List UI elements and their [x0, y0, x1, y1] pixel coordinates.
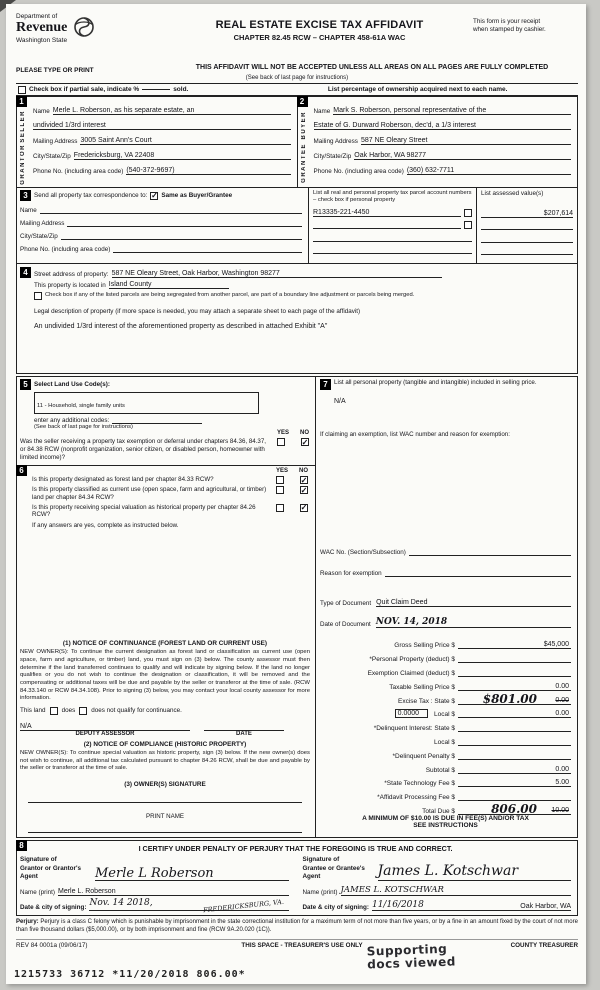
- agency-state: Washington State: [16, 36, 68, 44]
- receipt-note-line1: This form is your receipt: [473, 18, 541, 25]
- grantee-label: GRANTEE: [300, 143, 307, 184]
- legal-description-value[interactable]: An undivided 1/3rd interest of the aforementioned property as described in attached Exhibit "A": [34, 323, 328, 330]
- ownership-note: List percentage of ownership acquired next to each name.: [327, 86, 508, 93]
- personal-property-label: List all personal property (tangible and intangible) included in selling price.: [334, 379, 537, 386]
- buyer-name-label: Name: [313, 108, 331, 115]
- section-7-badge: 7: [320, 379, 331, 390]
- doc-date-label: Date of Document: [320, 620, 371, 628]
- buyer-phone-label: Phone No. (including area code): [313, 168, 404, 175]
- seller-label: SELLER: [20, 109, 26, 143]
- form-header: [16, 10, 578, 56]
- corr-name-field[interactable]: [40, 213, 302, 214]
- corr-csz-field[interactable]: [61, 239, 302, 240]
- grantee-date-city-field[interactable]: [372, 900, 571, 911]
- tech-fee-row: [320, 774, 571, 788]
- assessed-values-box: [477, 188, 577, 263]
- located-in-field[interactable]: Island County: [109, 281, 229, 289]
- section-1-badge: 1: [16, 96, 27, 107]
- buyer-name-field[interactable]: Mark S. Roberson, personal representative of the: [333, 107, 571, 115]
- section-3: [16, 188, 578, 264]
- legal-description-label: Legal description of property (if more space is needed, you may attach a separate sheet to each page of the affidavit): [34, 308, 361, 315]
- section-8-badge: 8: [16, 840, 27, 851]
- corr-name-label: Name: [20, 207, 37, 214]
- local-label: Local $: [434, 711, 455, 719]
- perjury-body: Perjury is a class C felony which is punishable by imprisonment in the state correctional institution for a maximum term of not more than five years, or by a fine in an amount fixed by the court of not more than five thousand dollars ($5,000.00), or by both imprisonment and fine (RCW 9A.20.020 (1C)).: [16, 919, 578, 933]
- local-rate-row: [320, 705, 571, 719]
- grantor-city-value: FREDERICKSBURG, VA.: [203, 897, 285, 915]
- buyer-mailing-label: Mailing Address: [313, 138, 358, 145]
- subtotal-row: [320, 760, 571, 774]
- deputy-assessor-field[interactable]: N/A: [20, 723, 190, 731]
- land-use-label: Select Land Use Code(s):: [34, 381, 110, 388]
- q-exemption-no-checkbox[interactable]: ✓: [301, 437, 309, 447]
- seller-csz-label: City/State/Zip: [33, 153, 71, 160]
- does-not-label: does not qualify for continuance.: [91, 707, 182, 715]
- grantee-signature-block: [303, 857, 572, 911]
- buyer-phone-field[interactable]: (360) 632-7711: [407, 167, 571, 175]
- subtotal-label: Subtotal $: [425, 766, 455, 774]
- corr-phone-field[interactable]: [113, 252, 302, 253]
- doc-type-field[interactable]: Quit Claim Deed: [376, 599, 571, 607]
- does-not-checkbox[interactable]: [79, 707, 87, 715]
- seller-phone-label: Phone No. (including area code): [33, 168, 124, 175]
- local-field[interactable]: [458, 710, 571, 718]
- grantor-signature-field[interactable]: [95, 862, 289, 881]
- parcel-numbers-box: [309, 188, 477, 263]
- current-use-question: Is this property classified as current use (open space, farm and agricultural, or timber) land per chapter 84.34 RCW?: [32, 486, 267, 501]
- section-5-badge: 5: [20, 379, 31, 390]
- q-historic-no-checkbox[interactable]: ✓: [300, 503, 308, 512]
- does-label: does: [61, 707, 76, 715]
- cashier-stamp: 1215733 36712 *11/20/2018 806.00*: [14, 969, 246, 980]
- see-back-note: (See back of last page for instructions): [245, 75, 349, 81]
- seller-mailing-label: Mailing Address: [33, 138, 78, 145]
- main-columns: [16, 376, 578, 838]
- no-header-2: NO: [299, 468, 308, 474]
- seller-name-label: Name: [33, 108, 50, 115]
- minimum-due-note: A MINIMUM OF $10.00 IS DUE IN FEE(S) AND/OR TAX: [362, 815, 529, 822]
- partial-sale-sold-label: sold.: [173, 86, 189, 93]
- excise-state-row: [320, 691, 571, 705]
- certify-statement: I CERTIFY UNDER PENALTY OF PERJURY THAT THE FOREGOING IS TRUE AND CORRECT.: [138, 844, 453, 853]
- grantor-signature: Merle L Roberson: [95, 866, 214, 881]
- perjury-clause: [16, 919, 578, 935]
- assessed-value-field[interactable]: $207,614: [481, 210, 573, 218]
- affidavit-fee-row: [320, 787, 571, 801]
- form-rev-number: REV 84 0001a (09/06/17): [16, 941, 88, 949]
- parcel-header: List all real and personal property tax parcel account numbers – check box if personal property: [313, 190, 472, 204]
- reason-exemption-label: Reason for exemption: [320, 569, 382, 577]
- same-as-buyer-checkbox[interactable]: ✓: [151, 191, 158, 200]
- excise-handwritten-value: $801.00: [482, 691, 537, 706]
- partial-sale-checkbox[interactable]: [18, 86, 26, 94]
- this-land-label: This land: [20, 707, 46, 715]
- deputy-date-label: DATE: [236, 730, 252, 737]
- taxable-field[interactable]: [458, 683, 571, 691]
- section-6-badge: 6: [16, 465, 27, 476]
- agency-block: [16, 10, 166, 56]
- doc-date-field[interactable]: NOV. 14, 2018: [376, 617, 571, 628]
- exemption-claim-label: If claiming an exemption, list WAC number and reason for exemption:: [320, 431, 510, 438]
- parcel-number-field-4[interactable]: [313, 253, 472, 254]
- grantor-name-print-label: Name (print): [20, 889, 55, 896]
- forest-land-question: Is this property designated as forest land per chapter 84.33 RCW?: [32, 476, 214, 483]
- buyer-mailing-field[interactable]: 587 NE Oleary Street: [361, 137, 571, 145]
- reason-exemption-field[interactable]: [385, 576, 571, 577]
- wac-no-field[interactable]: [409, 555, 571, 556]
- delinq-local-field[interactable]: [458, 745, 571, 746]
- section-4: [16, 264, 578, 374]
- total-due-label: Total Due $: [422, 808, 455, 815]
- partial-sale-percent-field[interactable]: [142, 89, 170, 90]
- owners-signature-title: (3) OWNER(S) SIGNATURE: [124, 781, 206, 788]
- notice-continuance-body: NEW OWNER(S): To continue the current designation as forest land or classification as current use (open space, farm and agriculture, or timber) land, you must sign on (3) below. The county assessor must then determine if the land transferred continues to qualify and will indicate by signing below. If the land no longer qualifies or you do not wish to continue the designation or classification, it will be removed and the compensating or additional taxes will be due and payable by the seller or transferor at the time of sale. (RCW 84.33.140 or RCW 84.34.108). Prior to signing (3) below, you may contact your local county assessor for more information.: [20, 649, 310, 702]
- segregated-label: Check box if any of the listed parcels are being segregated from another parcel, are part of a boundary line adjustment or parcels being merged.: [45, 292, 415, 298]
- gross-value: $45,000: [543, 641, 569, 649]
- supporting-docs-line2: docs viewed: [367, 954, 457, 972]
- section-2-badge: 2: [297, 96, 308, 107]
- grantor-date-value: Nov. 14 2018,: [89, 898, 153, 908]
- yes-header-2: YES: [276, 468, 289, 474]
- receipt-note-line2: when stamped by cashier.: [473, 26, 546, 34]
- parties-row: [16, 96, 578, 188]
- grantee-name-print-field[interactable]: JAMES L. KOTSCHWAR: [341, 885, 572, 896]
- grantor-label: GRANTOR: [20, 143, 26, 185]
- historic-question: Is this property receiving special valuation as historical property per chapter 84.26 RCW?: [32, 503, 256, 519]
- buyer-csz-label: City/State/Zip: [313, 153, 352, 160]
- supporting-docs-note: [367, 942, 457, 971]
- grantee-city-value: Oak Harbor, WA: [520, 903, 571, 910]
- wac-no-label: WAC No. (Section/Subsection): [320, 548, 406, 556]
- grantor-sig-label-1: Signature of: [20, 856, 57, 864]
- tech-fee-field[interactable]: [458, 779, 571, 787]
- q-currentuse-no-checkbox[interactable]: ✓: [300, 485, 308, 495]
- street-address-label: Street address of property:: [34, 271, 109, 278]
- street-address-field[interactable]: 587 NE Oleary Street, Oak Harbor, Washington 98277: [112, 270, 442, 278]
- section-5: [16, 376, 316, 466]
- perjury-lead: Perjury:: [16, 919, 39, 925]
- grantor-sig-label-2: Grantor or Grantor's Agent: [20, 864, 81, 880]
- grantee-date-value: 11/16/2018: [371, 900, 424, 910]
- pp-deduct-label: *Personal Property (deduct) $: [369, 656, 455, 664]
- subtotal-field[interactable]: [458, 766, 571, 774]
- assessed-value-field-3[interactable]: [481, 242, 573, 243]
- does-checkbox[interactable]: [50, 707, 58, 715]
- buyer-csz-field[interactable]: Oak Harbor, WA 98277: [354, 152, 571, 160]
- type-or-print-row: [16, 56, 578, 74]
- section-3-badge: 3: [20, 190, 31, 201]
- gross-selling-price-row: [320, 636, 571, 650]
- seller-vertical-label: [17, 109, 29, 185]
- warning-text: THIS AFFIDAVIT WILL NOT BE ACCEPTED UNLESS ALL AREAS ON ALL PAGES ARE FULLY COMPLETED: [195, 64, 549, 71]
- grantee-date-city-label: Date & city of signing:: [302, 904, 369, 911]
- owners-signature-field[interactable]: [28, 802, 302, 803]
- partial-sale-row: [16, 83, 578, 96]
- agency-name: Revenue: [16, 20, 68, 36]
- personal-property-checkbox-1[interactable]: [464, 209, 472, 217]
- total-due-field[interactable]: [458, 802, 571, 816]
- reet-affidavit-form: [6, 4, 586, 984]
- local-rate-value[interactable]: 0.0000: [395, 709, 428, 718]
- exemption-deduct-field[interactable]: [458, 676, 571, 677]
- agency-dept-line: Department of: [16, 13, 58, 20]
- total-due-row: [320, 801, 571, 815]
- supporting-docs-line1: Supporting: [366, 941, 448, 959]
- grantee-sig-label-2: Grantee or Grantee's Agent: [302, 864, 365, 880]
- print-name-field[interactable]: [28, 832, 302, 833]
- delinquent-interest-state-row: [320, 718, 571, 732]
- see-instructions-note: SEE INSTRUCTIONS: [413, 822, 478, 829]
- same-as-buyer-label: Same as Buyer/Grantee: [161, 192, 233, 199]
- section-1-seller: [16, 96, 298, 188]
- grantee-name-print-label: Name (print): [302, 889, 338, 896]
- grantee-signature: James L. Kotschwar: [377, 863, 519, 879]
- q-forest-no-checkbox[interactable]: ✓: [300, 475, 308, 485]
- parcel-number-field-2[interactable]: [313, 228, 461, 229]
- footer-row: [16, 939, 578, 949]
- q-exemption-yes-checkbox[interactable]: [277, 438, 285, 446]
- notice-compliance-body: NEW OWNER(S): To continue special valuation as historic property, sign (3) below. If the new owner(s) does not wish to continue, all additional tax calculated pursuant to chapter 84.26 RCW, shall be due and payable by the seller or transferor at the time of sale.: [20, 749, 310, 772]
- print-name-label: PRINT NAME: [145, 813, 185, 820]
- no-header: NO: [300, 430, 309, 436]
- partial-sale-label: Check box if partial sale, indicate %: [29, 86, 140, 93]
- delinq-interest-field[interactable]: [458, 731, 571, 732]
- tax-correspondence-box: [17, 188, 309, 263]
- section-2-buyer: [298, 96, 579, 188]
- parcel-number-field[interactable]: R13335-221-4450: [313, 209, 461, 217]
- treasurer-use-label: THIS SPACE - TREASURER'S USE ONLY: [241, 941, 363, 949]
- personal-property-value[interactable]: N/A: [334, 398, 346, 405]
- money-table: [320, 636, 571, 815]
- land-use-code-field[interactable]: 11 - Household, single family units: [37, 403, 125, 409]
- grantor-name-print-field[interactable]: Merle L. Roberson: [58, 888, 289, 896]
- section-4-badge: 4: [20, 267, 31, 278]
- personal-property-checkbox-2[interactable]: [464, 221, 472, 229]
- form-title: REAL ESTATE EXCISE TAX AFFIDAVIT: [215, 19, 424, 31]
- delinq-interest-label: *Delinquent Interest: State $: [373, 725, 455, 733]
- deputy-assessor-label: DEPUTY ASSESSOR: [75, 730, 135, 737]
- assessed-value-field-4[interactable]: [481, 254, 573, 255]
- exemption-deduct-label: Exemption Claimed (deduct) $: [367, 670, 455, 678]
- subtotal-value: 0.00: [555, 765, 569, 773]
- tech-fee-value: 5.00: [555, 779, 569, 787]
- assessed-value-field-2[interactable]: [481, 229, 573, 230]
- grantee-signature-field[interactable]: [378, 862, 572, 881]
- send-correspondence-label: Send all property tax correspondence to:: [34, 192, 148, 199]
- corr-phone-label: Phone No. (including area code): [20, 246, 111, 253]
- taxable-price-row: [320, 677, 571, 691]
- excise-struck-value: 0.00: [555, 696, 569, 704]
- seller-name-field-2[interactable]: undivided 1/3rd interest: [33, 122, 291, 130]
- excise-state-label: Excise Tax : State $: [398, 697, 455, 705]
- buyer-vertical-label: [298, 109, 310, 185]
- located-in-label: This property is located in: [34, 282, 106, 289]
- delinq-penalty-label: *Delinquent Penalty $: [392, 752, 455, 760]
- total-struck-value: 10.00: [551, 807, 569, 814]
- excise-state-field[interactable]: [458, 691, 571, 706]
- assessed-header: List assessed value(s): [481, 190, 544, 197]
- exemption-deduct-row: [320, 663, 571, 677]
- q-historic-yes-checkbox[interactable]: [276, 504, 284, 512]
- gross-label: Gross Selling Price $: [394, 642, 455, 650]
- taxable-value: 0.00: [555, 682, 569, 690]
- delinquent-interest-local-row: [320, 732, 571, 746]
- corr-mailing-label: Mailing Address: [20, 220, 65, 227]
- grantor-date-city-field[interactable]: [89, 892, 288, 915]
- gross-field[interactable]: [458, 641, 571, 649]
- q-forest-yes-checkbox[interactable]: [276, 476, 284, 484]
- seller-mailing-field[interactable]: 3005 Saint Ann's Court: [80, 137, 290, 145]
- grantor-signature-block: [20, 856, 289, 915]
- yes-header: YES: [277, 430, 290, 436]
- taxable-label: Taxable Selling Price $: [389, 683, 455, 691]
- please-type-label: PLEASE TYPE OR PRINT: [16, 67, 94, 74]
- grantor-date-city-label: Date & city of signing:: [20, 904, 87, 911]
- section-8: [16, 840, 578, 916]
- parcel-number-field-3[interactable]: [313, 241, 472, 242]
- seller-csz-field[interactable]: Fredericksburg, VA 22408: [74, 152, 291, 160]
- seller-phone-field[interactable]: (540-372-9697): [126, 167, 290, 175]
- form-chapter-line: CHAPTER 82.45 RCW – CHAPTER 458-61A WAC: [233, 33, 406, 42]
- corr-csz-label: City/State/Zip: [20, 233, 58, 240]
- buyer-name-field-2[interactable]: Estate of G. Durward Roberson, dec'd, a 1/3 interest: [314, 122, 572, 130]
- doc-type-label: Type of Document: [320, 599, 372, 607]
- exemption-question: Was the seller receiving a property tax exemption or deferral under chapters 84.36, 84.37, or 84.38 RCW (nonprofit organization, senior citizen, or disabled person, homeowner with limited income)?: [20, 438, 267, 461]
- delinq-local-label: Local $: [434, 739, 455, 747]
- revenue-logo-icon: [69, 12, 99, 42]
- personal-property-deduct-row: [320, 649, 571, 663]
- notice-continuance-title: (1) NOTICE OF CONTINUANCE (FOREST LAND OR CURRENT USE): [62, 640, 268, 648]
- receipt-note: [473, 10, 578, 56]
- section-6: [16, 466, 316, 838]
- local-value: 0.00: [555, 710, 569, 718]
- see-back-note-2: (See back of last page for instructions): [34, 424, 133, 430]
- q-currentuse-yes-checkbox[interactable]: [276, 486, 284, 494]
- additional-codes-label: enter any additional codes:: [34, 417, 110, 424]
- affidavit-fee-label: *Affidavit Processing Fee $: [377, 794, 455, 802]
- notice-compliance-title: (2) NOTICE OF COMPLIANCE (HISTORIC PROPERTY): [83, 740, 247, 748]
- section-7: [316, 376, 578, 838]
- if-yes-note: If any answers are yes, complete as instructed below.: [32, 522, 179, 529]
- seller-name-field[interactable]: Merle L. Roberson, as his separate estate, an: [53, 107, 291, 115]
- county-treasurer-label: COUNTY TREASURER: [510, 941, 578, 949]
- total-handwritten-value: 806.00: [491, 802, 537, 816]
- pp-deduct-field[interactable]: [458, 662, 571, 663]
- segregated-checkbox[interactable]: [34, 292, 42, 300]
- delinquent-penalty-row: [320, 746, 571, 760]
- buyer-label: BUYER: [300, 110, 307, 140]
- tech-fee-label: *State Technology Fee $: [384, 780, 455, 788]
- grantee-sig-label-1: Signature of: [302, 856, 340, 864]
- delinq-penalty-field[interactable]: [458, 759, 571, 760]
- corr-mailing-field[interactable]: [67, 226, 302, 227]
